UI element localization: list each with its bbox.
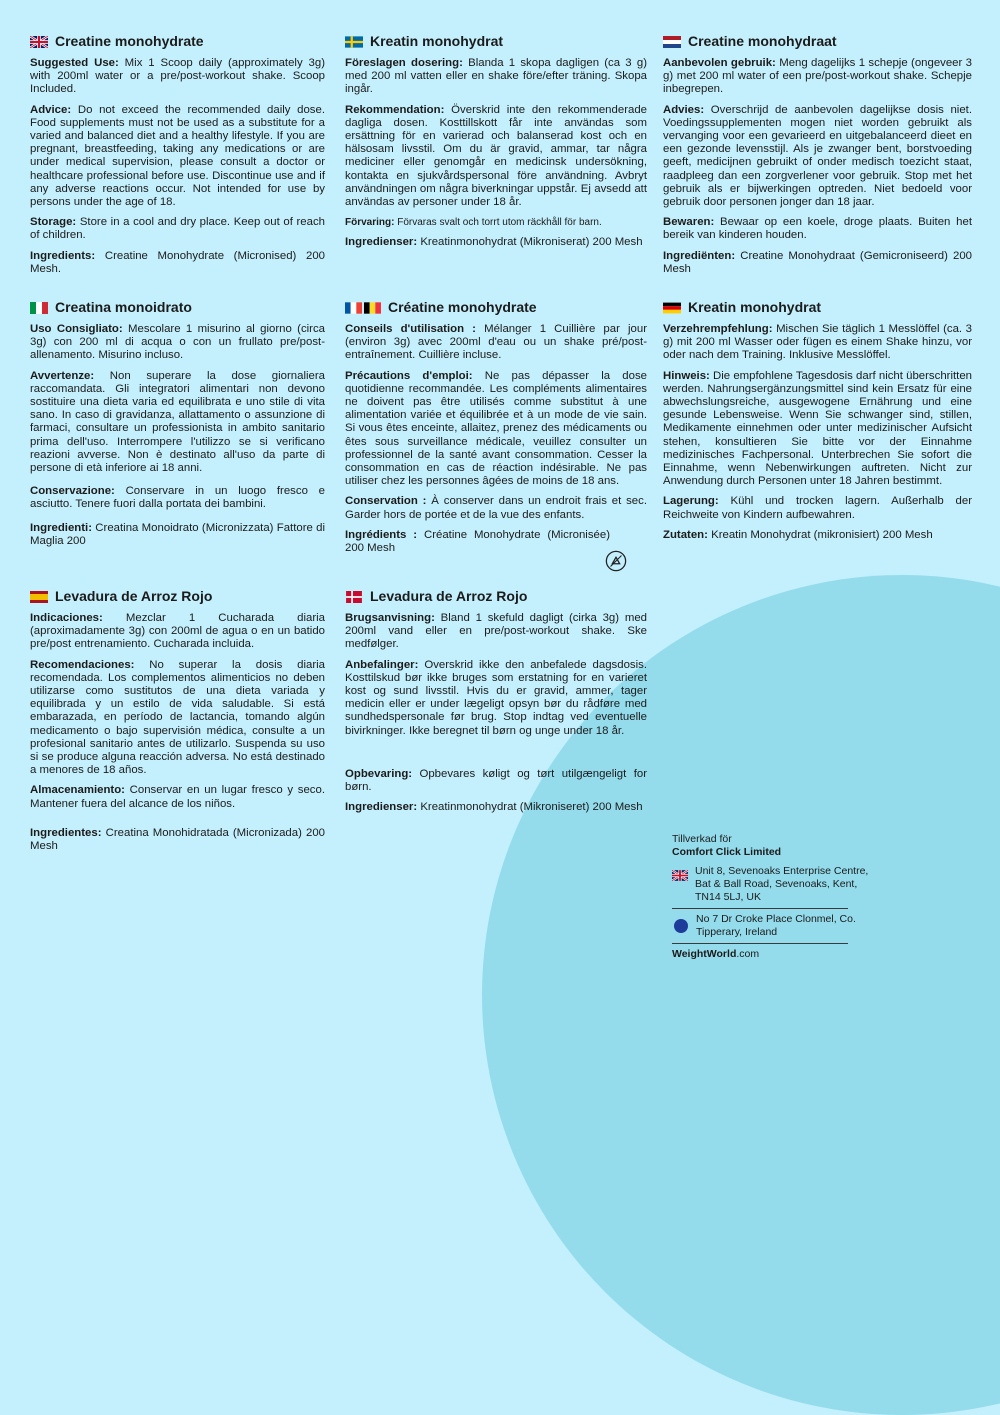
section-title-nl [663,33,972,51]
storage-paragraph: Opbevaring: Opbevares køligt og tørt utilgængeligt for børn. [345,767,647,794]
ingredients-paragraph: Ingrédients : Créatine Monohydrate (Micronisée) 200 Mesh [345,528,610,555]
title-text: Creatina monoidrato [55,299,192,316]
storage-paragraph: Conservazione: Conservare in un luogo fresco e asciutto. Tenere fuori dalla portata dei bambini. [30,485,325,511]
use-paragraph: Aanbevolen gebruik: Meng dagelijks 1 schepje (ongeveer 3 g) met 200 ml water of een pre/post-workout shake. Schepje inbegrepen. [663,57,972,96]
spain-flag-icon [30,591,48,603]
advice-paragraph: Avvertenze: Non superare la dose giornaliera raccomandata. Gli integratori alimentari non devono sostituire una dieta varia ed equilibrata e uno stile di vita sano. In caso di gravidanza, allattamento o assunzione di farmaci, consultare un professionista in ambito sanitario prima dell'uso. Interrompere l'utilizzo se si verificano reazioni avverse. Non è destinato all'uso da parte di persone di età inferiore ai 18 anni. [30,369,325,475]
title-text: Creatine monohydraat [688,33,837,50]
eu-address: No 7 Dr Croke Place Clonmel, Co. Tipperary, Ireland [696,913,856,938]
title-text: Créatine monohydrate [388,299,537,316]
title-text: Levadura de Arroz Rojo [55,588,213,605]
section-en [30,33,325,283]
use-paragraph: Suggested Use: Mix 1 Scoop daily (approximately 3g) with 200ml water or a pre/post-workout shake. Scoop Included. [30,57,325,96]
section-title-en [30,33,325,51]
company-name: Comfort Click Limited [672,846,782,858]
section-da [345,588,647,821]
section-de [663,299,972,549]
section-title-de [663,299,972,317]
section-it [30,299,325,555]
section-title-it [30,299,325,317]
storage-paragraph: Almacenamiento: Conservar en un lugar fresco y seco. Mantener fuera del alcance de los niños. [30,784,325,810]
eu-address-row [672,913,872,939]
storage-paragraph: Bewaren: Bewaar op een koele, droge plaats. Buiten het bereik van kinderen houden. [663,216,972,242]
storage-paragraph: Lagerung: Kühl und trocken lagern. Außerhalb der Reichweite von Kindern aufbewahren. [663,495,972,521]
use-paragraph: Indicaciones: Mezclar 1 Cucharada diaria (aproximadamente 3g) con 200ml de agua o en un batido pre/post entrenamiento. Cucharada incluida. [30,612,325,651]
ingredients-paragraph: Zutaten: Kreatin Monohydrat (mikronisiert) 200 Mesh [663,528,933,541]
section-sv [345,33,647,257]
eu-flag-icon [674,919,688,933]
ingredients-paragraph: Ingrediënten: Creatine Monohydraat (Gemicroniseerd) 200 Mesh [663,249,972,275]
uk-address-row [672,865,872,904]
section-title-sv [345,33,647,51]
italy-flag-icon [30,302,48,314]
made-for-label: Tillverkad för [672,833,732,845]
use-paragraph: Föreslagen dosering: Blanda 1 skopa dagligen (ca 3 g) med 200 ml vatten eller en shake före/efter träning. Skopa ingår. [345,57,647,96]
uk-flag-icon [672,870,688,881]
advice-paragraph: Précautions d'emploi: Ne pas dépasser la dose quotidienne recommandée. Les compléments alimentaires ne doivent pas être utilisés comme substitut à une alimentation variée et équilibrée et à un mode de vie sain. Si vous êtes enceinte, allaitez, prenez des médicaments ou êtes sous surveillance médicale, veuillez consulter un professionnel de la santé avant consommation. Cesser la consommation en cas de réaction indésirable. Ne pas utiliser chez les personnes âgées de moins de 18 ans. [345,369,647,488]
section-title-es [30,588,325,606]
ingredients-paragraph: Ingredientes: Creatina Monohidratada (Micronizada) 200 Mesh [30,826,325,853]
advice-paragraph: Rekommendation: Överskrid inte den rekommenderade dagliga dosen. Kosttillskott får inte användas som ersättning för en varierad och balanserad kost och en hälsosam livsstil. Om du är gravid, ammar, tar några mediciner eller genomgår en medicinsk undersökning, kontakta en sjukvårdspersonal före användning. Avbryt användningen om några biverkningar uppstår. Ej avsedd att användas av personer under 18 år. [345,103,647,209]
advice-paragraph: Advies: Overschrijd de aanbevolen dagelijkse dosis niet. Voedingssupplementen mogen niet worden gebruikt als vervanging voor een gevarieerd en uitgebalanceerd dieet en een gezonde levensstijl. Als je zwanger bent, borstvoeding geeft, medicijnen gebruikt of onder medisch toezicht staat, raadpleeg dan een zorgverlener voor gebruik. Stop met het gebruik als er bijwerkingen optreden. Niet bedoeld voor gebruik door personen jonger dan 18 jaar. [663,103,972,209]
section-es [30,588,325,860]
sweden-flag-icon [345,36,363,48]
advice-paragraph: Recomendaciones: No superar la dosis diaria recomendada. Los complementos alimenticios no deben utilizarse como sustitutos de una dieta variada y equilibrada y un estilo de vida saludable. Si está embarazada, en período de lactancia, tomando algún medicamento o bajo supervisión médica, consulte a un profesional sanitario antes de utilizarlo. Suspenda su uso si se produce alguna reacción adversa. No está destinado a menores de 18 años. [30,658,325,777]
advice-paragraph: Hinweis: Die empfohlene Tagesdosis darf nicht überschritten werden. Nahrungsergänzungsmittel sind kein Ersatz für eine abwechslungsreiche, ausgewogene Ernährung und eine gesunde Lebensweise. Wenn Sie schwanger sind, stillen, Medikamente einnehmen oder unter medizinischer Aufsicht stehen, konsultieren Sie bitte vor der Einnahme medizinisches Fachpersonal. Unterbrechen Sie sofort die Einnahme, wenn Nebenwirkungen auftreten. Nicht zur Anwendung durch Personen unter 18 Jahren bestimmt. [663,369,972,488]
uk-address: Unit 8, Sevenoaks Enterprise Centre, Bat & Ball Road, Sevenoaks, Kent, TN14 5LJ, UK [695,865,869,903]
advice-paragraph: Anbefalinger: Overskrid ikke den anbefalede dagsdosis. Kosttilskud bør ikke bruges som erstatning for en varieret kost og sund livsstil. Hvis du er gravid, ammer, tager medicin eller er under lægeligt opsyn bør du rådføre med sundhedspersonale før brug. Stop indtag ved eventuelle bivirkninger. Ikke beregnet til børn og unge under 18 år. [345,658,647,737]
denmark-flag-icon [345,591,363,603]
website[interactable]: WeightWorld.com [672,948,760,960]
title-text: Kreatin monohydrat [688,299,822,316]
section-nl [663,33,972,283]
use-paragraph: Conseils d'utilisation : Mélanger 1 Cuillière par jour (environ 3g) avec 200ml d'eau ou un shake pré/post-entraînement. Cuillière incluse. [345,323,647,362]
storage-paragraph: Conservation : À conserver dans un endroit frais et sec. Garder hors de portée et de la vue des enfants. [345,495,647,521]
title-text: Levadura de Arroz Rojo [370,588,528,605]
recycle-icon [605,550,627,572]
section-title-da [345,588,647,606]
divider [672,908,848,909]
title-text: Kreatin monohydrat [370,33,504,50]
ingredients-paragraph: Ingredients: Creatine Monohydrate (Micronised) 200 Mesh. [30,249,325,275]
divider [672,943,848,944]
ingredients-paragraph: Ingredienti: Creatina Monoidrato (Micronizzata) Fattore di Maglia 200 [30,521,325,547]
france-belgium-flag-icon [345,302,381,314]
uk-flag-icon [30,36,48,48]
germany-flag-icon [663,302,681,314]
storage-paragraph: Storage: Store in a cool and dry place. Keep out of reach of children. [30,216,325,242]
use-paragraph: Brugsanvisning: Bland 1 skefuld dagligt (cirka 3g) med 200ml vand eller en pre/post-workout shake. Ske medfølger. [345,612,647,651]
title-text: Creatine monohydrate [55,33,204,50]
section-fr [345,299,647,562]
netherlands-flag-icon [663,36,681,48]
ingredients-paragraph: Ingredienser: Kreatinmonohydrat (Mikroniserat) 200 Mesh [345,236,643,249]
manufacturer-block [672,833,872,961]
advice-paragraph: Advice: Do not exceed the recommended daily dose. Food supplements must not be used as a substitute for a varied and balanced diet and a healthy lifestyle. If you are pregnant, breastfeeding, taking any medications or are under medical supervision, please consult a doctor or healthcare professional before use. Discontinue use and if any adverse reactions occur. Not intended for use by persons under the age of 18. [30,103,325,209]
storage-paragraph: Förvaring: Förvaras svalt och torrt utom räckhåll för barn. [345,217,602,229]
use-paragraph: Uso Consigliato: Mescolare 1 misurino al giorno (circa 3g) con 200 ml di acqua o con un frullato pre/post-allenamento. Misurino incluso. [30,323,325,362]
section-title-fr [345,299,647,317]
use-paragraph: Verzehrempfehlung: Mischen Sie täglich 1 Messlöffel (ca. 3 g) mit 200 ml Wasser oder fügen es einem Shake hinzu, vor oder nach dem Training. Inklusive Messlöffel. [663,323,972,362]
ingredients-paragraph: Ingredienser: Kreatinmonohydrat (Mikroniseret) 200 Mesh [345,801,643,814]
